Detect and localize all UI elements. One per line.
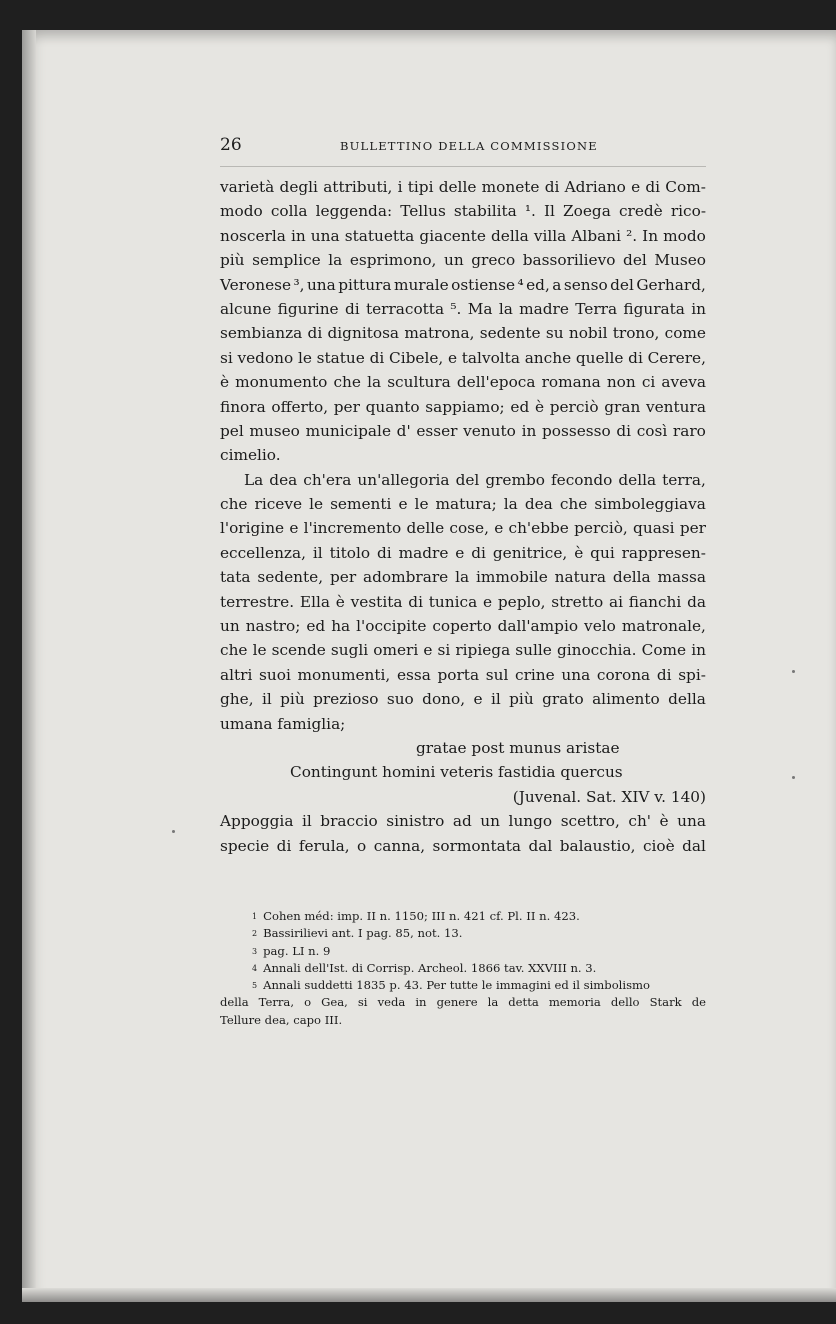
verse-line-2: Contingunt homini veteris fastidia quercus [290,763,623,782]
footnote [220,943,706,960]
body-line: Appoggia il braccio sinistro ad un lungo scettro, ch' è una [220,812,706,831]
body-line: eccellenza, il titolo di madre e di genitrice, è qui rappresen- [220,543,706,562]
page-header [220,135,706,159]
footnote-line: della Terra, o Gea, si veda in genere la detta memoria dello Stark de [220,995,706,1010]
body-line: finora offerto, per quanto sappiamo; ed è perciò gran ventura [220,397,706,416]
footnote [220,977,706,994]
body-line: noscerla in una statuetta giacente della villa Albani ². In modo [220,226,706,245]
body-line: specie di ferula, o canna, sormontata dal balaustio, cioè dal [220,836,706,855]
page-number: 26 [220,135,242,155]
body-line: La dea ch'era un'allegoria del grembo fecondo della terra, [244,470,706,489]
body-line: che le scende sugli omeri e si ripiega sulle ginocchia. Come in [220,641,706,660]
footnote [220,925,706,942]
body-continuation [220,809,706,858]
paper-speck [792,670,795,673]
body-line: un nastro; ed ha l'occipite coperto dall'ampio velo matronale, [220,617,706,636]
body-line: tata sedente, per adombrare la immobile natura della massa [220,568,706,587]
footnote-text: Annali dell'Ist. di Corrisp. Archeol. 1866 tav. XXVIII n. 3. [263,960,597,975]
body-line: l'origine e l'incremento delle cose, e ch'ebbe perciò, quasi per [220,519,706,538]
footnote-mark: 4 [252,963,258,973]
verse-citation: (Juvenal. Sat. XIV v. 140) [512,787,706,806]
footnote-text: Cohen méd: imp. II n. 1150; III n. 421 cf. Pl. II n. 423. [263,909,580,923]
running-head: BULLETTINO DELLA COMMISSIONE [340,139,598,153]
footnote-mark: 1 [252,912,258,921]
body-line: che riceve le sementi e le matura; la dea che simboleggiava [220,495,706,514]
footnote-text: Bassirilievi ant. I pag. 85, not. 13. [263,926,463,941]
footnote [220,960,706,977]
body-line: pel museo municipale d' esser venuto in possesso di così raro [220,421,706,440]
paper-speck [172,830,175,833]
paper-speck [792,776,795,779]
footnote-line: Tellure dea, capo III. [220,1012,343,1027]
body-line: ghe, il più prezioso suo dono, e il più grato alimento della [220,690,706,709]
body-line: alcune figurine di terracotta ⁵. Ma la madre Terra figurata in [220,299,706,318]
body-line: varietà degli attributi, i tipi delle monete di Adriano e di Com- [220,178,706,196]
body-line: modo colla leggenda: Tellus stabilita ¹. Il Zoega credè rico- [220,202,706,221]
footnote-list [220,908,706,994]
body-line: umana famiglia; [220,714,346,733]
body-line: terrestre. Ella è vestita di tunica e peplo, stretto ai fianchi da [220,592,706,611]
body-line: Veronese ³, una pittura murale ostiense ⁴ ed, a senso del Gerhard, [220,275,706,294]
header-rule [220,166,706,167]
verse-line-1: gratae post munus aristae [416,738,620,757]
footnote-text: pag. LI n. 9 [263,943,331,958]
body-line: si vedono le statue di Cibele, e talvolta anche quelle di Cerere, [220,348,706,367]
footnote-mark: 2 [252,929,258,939]
footnote-continuation [220,994,706,1029]
body-line: cimelio. [220,446,281,465]
page-binding-shadow [22,30,36,1302]
footnote-mark: 3 [252,946,258,956]
body-line: è monumento che la scultura dell'epoca romana non ci aveva [220,373,706,392]
body-paragraphs [220,175,706,736]
body-line: sembianza di dignitosa matrona, sedente su nobil trono, come [220,324,706,343]
footnote [220,908,706,925]
footnote-mark: 5 [252,981,258,991]
footnotes [220,908,706,1029]
footnote-text: Annali suddetti 1835 p. 43. Per tutte le immagini ed il simbolismo [263,978,651,993]
body-line: altri suoi monumenti, essa porta sul crine una corona di spi- [220,665,706,684]
body-line: più semplice la esprimono, un greco bassorilievo del Museo [220,251,706,270]
body-text [220,175,706,858]
page-bottom-shadow [22,1288,836,1302]
